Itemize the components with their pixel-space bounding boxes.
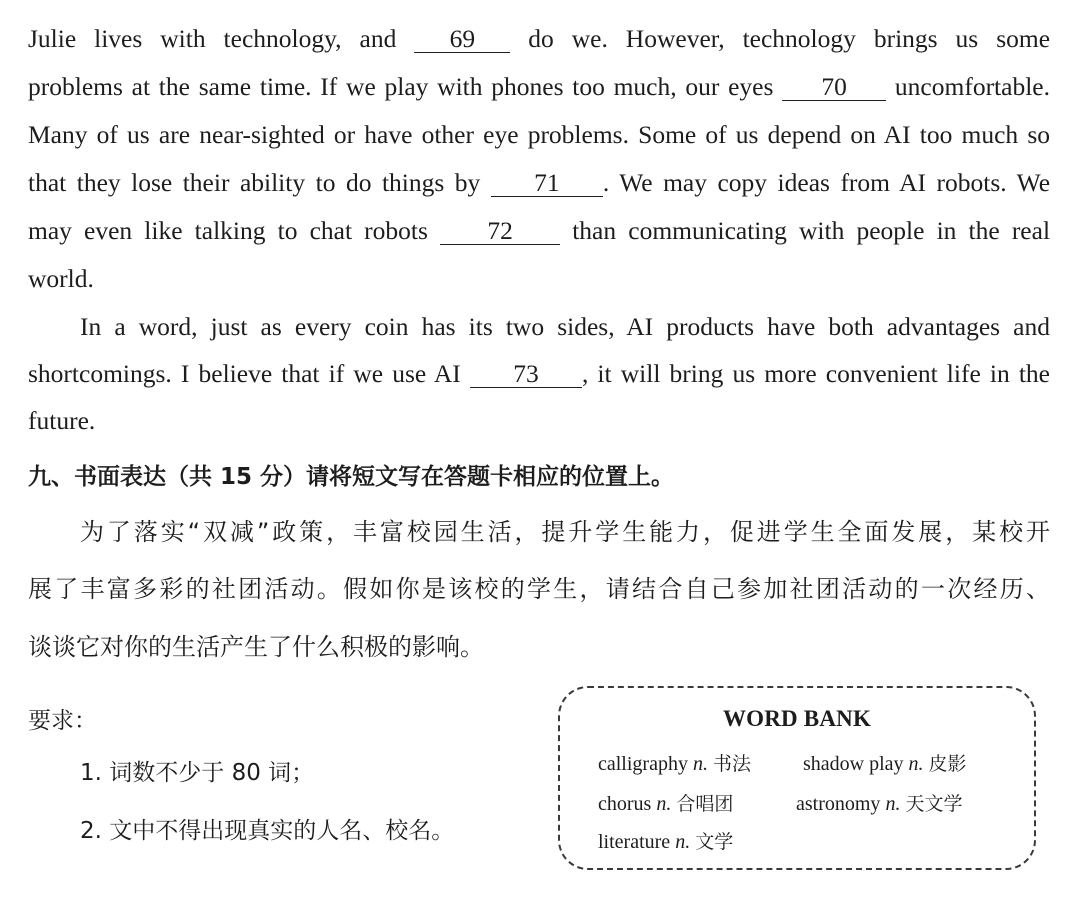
answer-blank-69 (414, 26, 510, 53)
word: chorus (598, 793, 652, 815)
requirement-2: 2. 文中不得出现真实的人名、校名。 (80, 818, 455, 844)
word-bank-entry-shadow-play (803, 749, 967, 776)
word: calligraphy (598, 753, 688, 775)
word: shadow play (803, 753, 904, 775)
passage-text: , it will bring us more convenient life in the (581, 359, 1050, 388)
word: literature (598, 831, 671, 853)
passage-line-3 (28, 120, 1050, 150)
blank-number: 73 (513, 359, 539, 388)
meaning: 天文学 (905, 793, 963, 815)
part-of-speech: n. (675, 831, 691, 853)
word-bank-entry-chorus (598, 789, 733, 816)
passage-line-9 (28, 406, 1050, 436)
blank-number: 71 (534, 168, 560, 197)
meaning: 皮影 (928, 753, 967, 775)
word-bank-entry-literature (598, 827, 733, 854)
passage-text: problems at the same time. If we play with phones too much, our eyes (28, 72, 774, 101)
meaning: 合唱团 (676, 793, 734, 815)
passage-line-1 (28, 24, 1050, 54)
blank-number: 69 (449, 24, 476, 53)
passage-text: In a word, just as every coin has its two sides, AI products have both advantages and (80, 312, 1050, 341)
passage-text: than communicating with people in the real (572, 216, 1051, 245)
passage-text: shortcomings. I believe that if we use AI (28, 359, 461, 388)
passage-text: that they lose their ability to do things by (28, 168, 481, 197)
passage-line-5 (28, 216, 1050, 246)
answer-blank-70 (782, 74, 886, 101)
requirement-1: 1. 词数不少于 80 词； (80, 760, 315, 786)
meaning: 文学 (695, 831, 734, 853)
passage-line-6 (28, 264, 1050, 294)
passage-text: Many of us are near-sighted or have other eye problems. Some of us depend on AI too much so (28, 120, 1050, 149)
passage-text: . We may copy ideas from AI robots. We (602, 168, 1051, 197)
passage-text: world. (28, 264, 94, 293)
answer-blank-71 (491, 170, 603, 197)
answer-blank-72 (440, 218, 560, 245)
passage-line-2 (28, 72, 1050, 102)
passage-text: uncomfortable. (894, 72, 1050, 101)
section-heading: 九、书面表达（共 15 分）请将短文写在答题卡相应的位置上。 (28, 464, 675, 490)
passage-line-7 (80, 312, 1050, 342)
answer-blank-73 (470, 361, 582, 388)
word-bank-box (558, 686, 1036, 870)
blank-number: 70 (821, 72, 847, 101)
task-paragraph-line-1: 为了落实“双减”政策，丰富校园生活，提升学生能力，促进学生全面发展，某校开 (80, 518, 1050, 546)
word-bank-entry-astronomy (796, 789, 962, 816)
requirements-label: 要求： (28, 708, 97, 734)
word-bank-entry-calligraphy (598, 749, 751, 776)
word: astronomy (796, 793, 881, 815)
part-of-speech: n. (656, 793, 672, 815)
part-of-speech: n. (885, 793, 901, 815)
word-bank-title: WORD BANK (722, 706, 872, 731)
passage-line-4 (28, 168, 1050, 198)
meaning: 书法 (712, 753, 751, 775)
part-of-speech: n. (692, 753, 708, 775)
passage-text: may even like talking to chat robots (28, 216, 428, 245)
passage-text: future. (28, 406, 96, 435)
passage-text: Julie lives with technology, and (28, 24, 397, 53)
blank-number: 72 (487, 216, 513, 245)
task-paragraph-line-3: 谈谈它对你的生活产生了什么积极的影响。 (28, 633, 484, 661)
passage-line-8 (28, 359, 1050, 389)
passage-text: do we. However, technology brings us some (528, 24, 1051, 53)
task-paragraph-line-2: 展了丰富多彩的社团活动。假如你是该校的学生，请结合自己参加社团活动的一次经历、 (28, 575, 1050, 603)
part-of-speech: n. (908, 753, 924, 775)
